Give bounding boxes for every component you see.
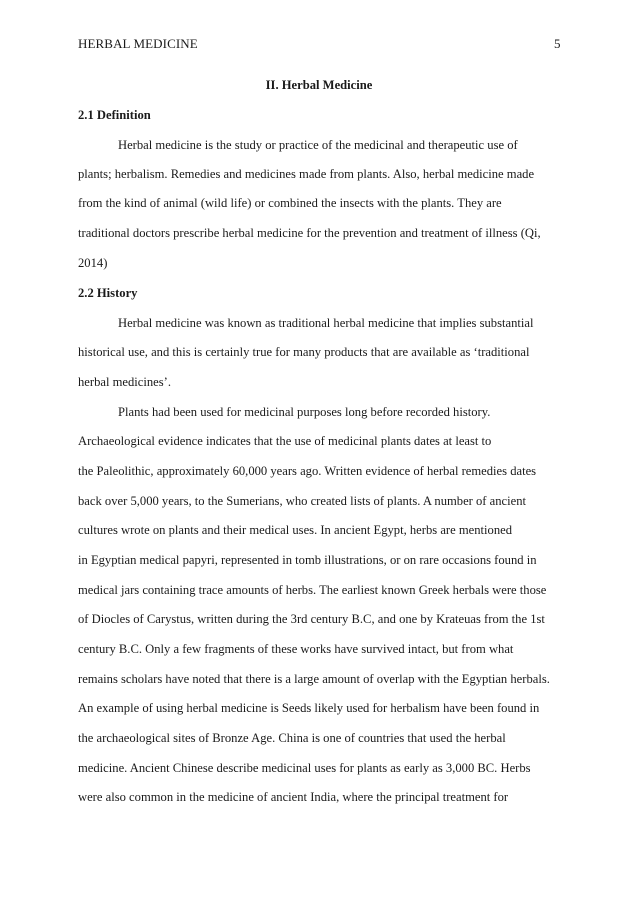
paragraph-line: herbal medicines’. <box>78 375 172 389</box>
paragraph-line: Archaeological evidence indicates that the use of medicinal plants dates at least to <box>78 434 492 448</box>
paragraph-line: century B.C. Only a few fragments of these works have survived intact, but from what <box>78 642 514 656</box>
page-number: 5 <box>554 36 561 51</box>
paragraph-line: from the kind of animal (wild life) or combined the insects with the plants. They are <box>78 196 502 210</box>
paragraph-line: Herbal medicine is the study or practice of the medicinal and therapeutic use of <box>118 138 518 152</box>
paragraph-line: historical use, and this is certainly true for many products that are available as ‘traditional <box>78 345 530 359</box>
paragraph-line: cultures wrote on plants and their medical uses. In ancient Egypt, herbs are mentioned <box>78 523 512 537</box>
paragraph-line: medicine. Ancient Chinese describe medicinal uses for plants as early as 3,000 BC. Herbs <box>78 761 531 775</box>
paragraph-line: Herbal medicine was known as traditional herbal medicine that implies substantial <box>118 316 534 330</box>
paragraph-line: of Diocles of Carystus, written during the 3rd century B.C, and one by Krateuas from the 1st <box>78 612 545 626</box>
paragraph-line: back over 5,000 years, to the Sumerians, who created lists of plants. A number of ancient <box>78 494 527 508</box>
paragraph-line: Plants had been used for medicinal purposes long before recorded history. <box>118 405 491 419</box>
paragraph-line: the Paleolithic, approximately 60,000 years ago. Written evidence of herbal remedies dates <box>78 464 537 478</box>
paragraph-line: the archaeological sites of Bronze Age. China is one of countries that used the herbal <box>78 731 506 745</box>
running-head: HERBAL MEDICINE <box>78 36 198 51</box>
heading-definition: 2.1 Definition <box>78 108 151 122</box>
paragraph-line: traditional doctors prescribe herbal medicine for the prevention and treatment of illness (Qi, <box>78 226 541 240</box>
paragraph-line: medical jars containing trace amounts of herbs. The earliest known Greek herbals were those <box>78 583 547 597</box>
paragraph-line: were also common in the medicine of ancient India, where the principal treatment for <box>78 790 509 804</box>
heading-history: 2.2 History <box>78 286 138 300</box>
paragraph-line: in Egyptian medical papyri, represented in tomb illustrations, or on rare occasions found in <box>78 553 537 567</box>
paragraph-line: An example of using herbal medicine is Seeds likely used for herbalism have been found in <box>78 701 540 715</box>
paragraph-line: 2014) <box>78 256 108 270</box>
paragraph-line: plants; herbalism. Remedies and medicines made from plants. Also, herbal medicine made <box>78 167 535 181</box>
section-title: II. Herbal Medicine <box>265 78 373 92</box>
paragraph-line: remains scholars have noted that there is a large amount of overlap with the Egyptian herbals. <box>78 672 550 686</box>
